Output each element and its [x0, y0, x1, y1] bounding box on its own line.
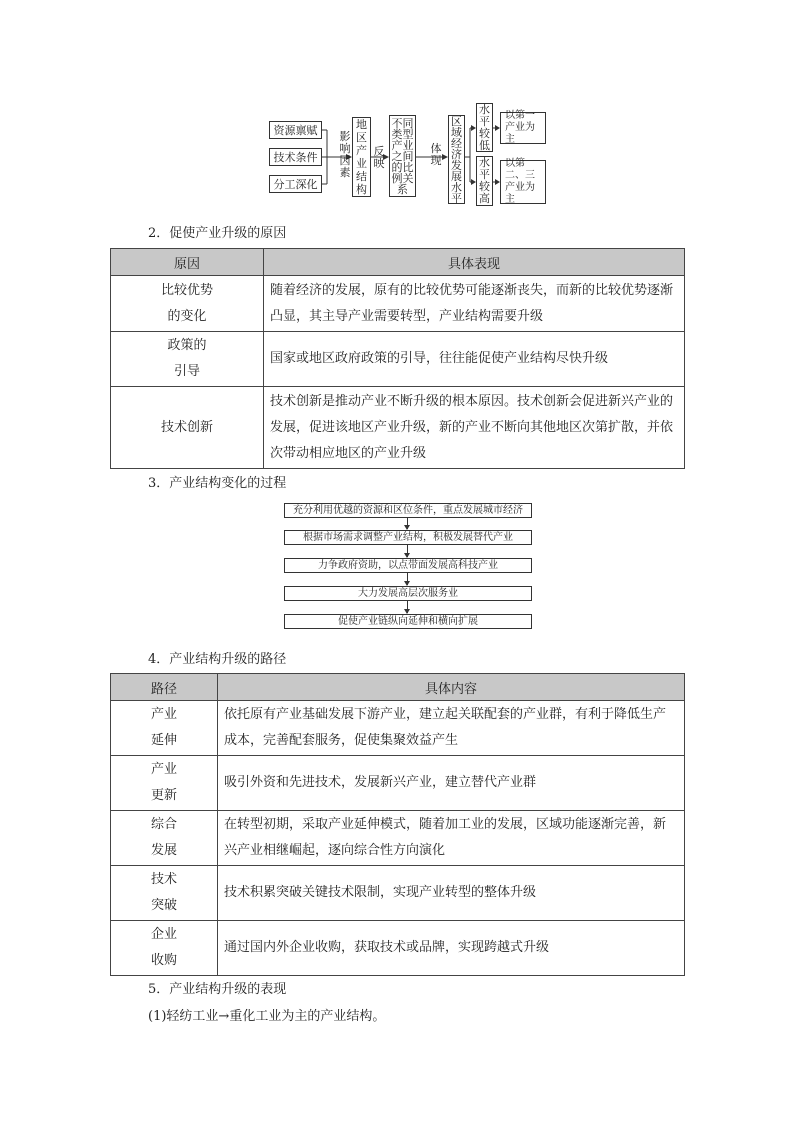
reflect-label: 反映	[373, 145, 385, 170]
table-row	[111, 921, 685, 976]
detail-cell: 国家或地区政府政策的引导，往往能促使产业结构尽快升级	[264, 332, 685, 387]
content-cell: 技术积累突破关键技术限制，实现产业转型的整体升级	[218, 866, 685, 921]
table-row	[111, 332, 685, 387]
down-arrow-icon	[407, 573, 408, 585]
section4-heading: 4．产业结构升级的路径	[148, 652, 287, 667]
table-row	[111, 756, 685, 811]
process-step: 充分利用优越的资源和区位条件，重点发展城市经济	[284, 503, 532, 518]
content-cell: 吸引外资和先进技术，发展新兴产业，建立替代产业群	[218, 756, 685, 811]
content-cell: 在转型初期，采取产业延伸模式，随着加工业的发展，区域功能逐渐完善，新兴产业相继崛起，逐向综合性方向演化	[218, 811, 685, 866]
cause-cell: 技术创新	[111, 387, 264, 469]
cause-cell: 政策的 引导	[111, 332, 264, 387]
level-high-box: 水平较高	[476, 156, 493, 206]
table-row	[111, 866, 685, 921]
section3-heading: 3．产业结构变化的过程	[148, 476, 287, 491]
header-detail: 具体表现	[264, 249, 685, 276]
header-cause: 原因	[111, 249, 264, 276]
table-row	[111, 387, 685, 469]
path-cell: 企业 收购	[111, 921, 218, 976]
content-cell: 依托原有产业基础发展下游产业，建立起关联配套的产业群，有利于降低生产成本，完善配套服务，促使集聚效益产生	[218, 701, 685, 756]
embody-label: 体现	[430, 142, 442, 167]
table-row	[111, 276, 685, 332]
path-cell: 技术 突破	[111, 866, 218, 921]
process-step: 力争政府资助，以点带面发展高科技产业	[284, 558, 532, 573]
table-row	[111, 811, 685, 866]
economic-level-box: 区域经济发展水平	[448, 115, 465, 204]
table-header-row	[111, 674, 685, 701]
table-row	[111, 701, 685, 756]
content-cell: 通过国内外企业收购，获取技术或品牌，实现跨越式升级	[218, 921, 685, 976]
process-step: 大力发展高层次服务业	[284, 586, 532, 601]
level-high-result-box: 以第二、三产业为主	[500, 160, 546, 204]
down-arrow-icon	[407, 601, 408, 613]
ratio-box: 不同类型产业之间的比例关系	[389, 115, 416, 197]
factor-box-resources: 资源禀赋	[269, 121, 322, 139]
detail-cell: 随着经济的发展，原有的比较优势可能逐渐丧失，而新的比较优势逐渐凸显，其主导产业需要转型，产业结构需要升级	[264, 276, 685, 332]
header-path: 路径	[111, 674, 218, 701]
path-cell: 产业 延伸	[111, 701, 218, 756]
factor-box-technology: 技术条件	[269, 148, 322, 166]
process-step: 根据市场需求调整产业结构，积极发展替代产业	[284, 530, 532, 545]
section5-item1: (1)轻纺工业→重化工业为主的产业结构。	[148, 1009, 386, 1024]
industrial-structure-box: 地区产业结构	[352, 117, 371, 197]
header-content: 具体内容	[218, 674, 685, 701]
down-arrow-icon	[407, 545, 408, 557]
table-header-row	[111, 249, 685, 276]
path-cell: 综合 发展	[111, 811, 218, 866]
section2-heading: 2．促使产业升级的原因	[148, 226, 287, 241]
path-cell: 产业 更新	[111, 756, 218, 811]
level-low-result-box: 以第一产业为主	[500, 112, 546, 144]
cause-cell: 比较优势 的变化	[111, 276, 264, 332]
process-step: 促使产业链纵向延伸和横向扩展	[284, 614, 532, 629]
right-arrow-icon: →	[218, 1009, 230, 1024]
factor-box-division: 分工深化	[269, 175, 322, 193]
section5-heading: 5．产业结构升级的表现	[148, 982, 287, 997]
causes-table	[110, 248, 685, 469]
influence-label: 影响因素	[339, 130, 351, 179]
down-arrow-icon	[407, 518, 408, 529]
paths-table	[110, 673, 685, 976]
level-low-box: 水平较低	[476, 103, 493, 152]
detail-cell: 技术创新是推动产业不断升级的根本原因。技术创新会促进新兴产业的发展，促进该地区产业升级，新的产业不断向其他地区次第扩散，并依次带动相应地区的产业升级	[264, 387, 685, 469]
